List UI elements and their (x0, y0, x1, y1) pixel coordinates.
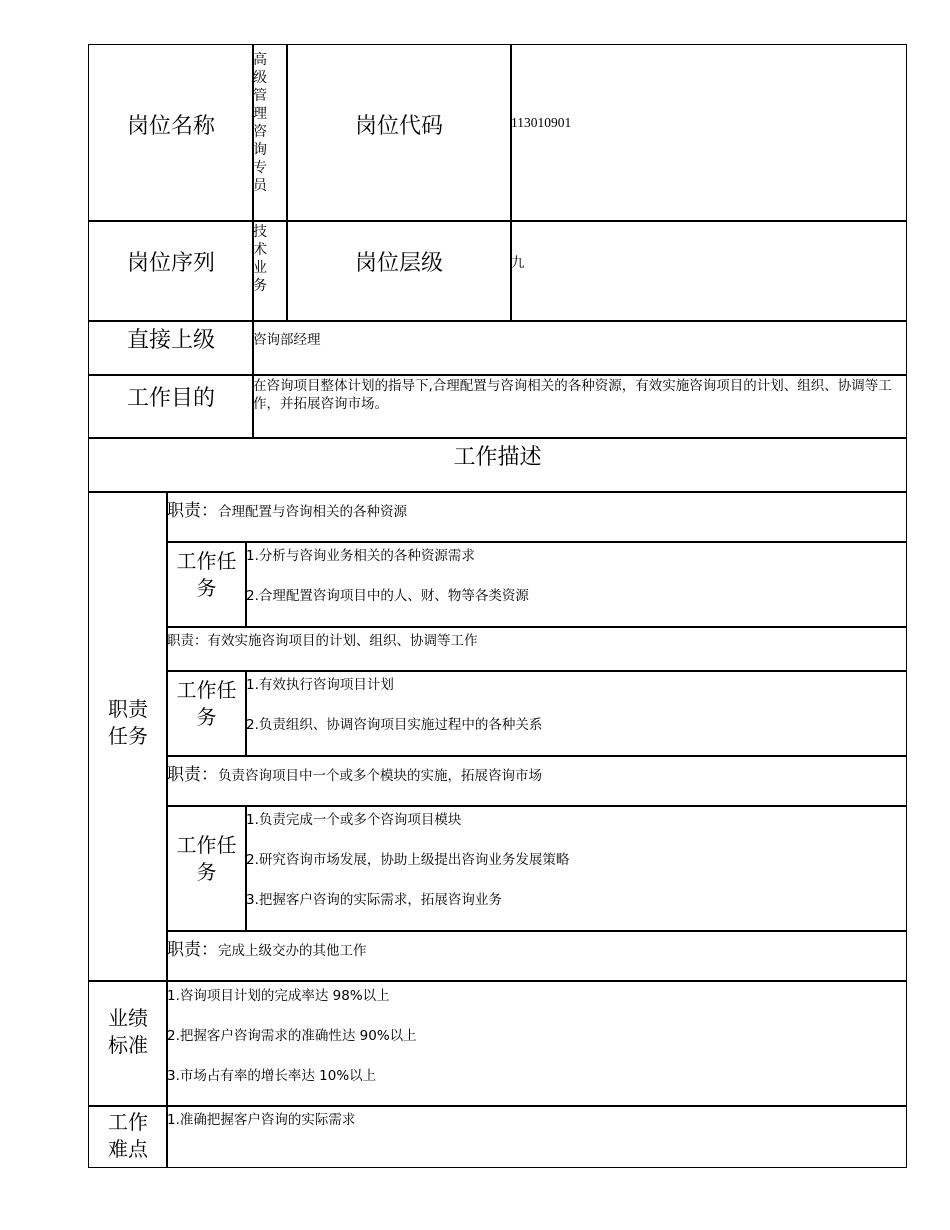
task-label: 工作任务 (176, 833, 237, 884)
position-series-value-cell (252, 220, 288, 322)
task-item: 2.负责组织、协调咨询项目实施过程中的各种关系 (246, 717, 543, 733)
difficulty-list-cell (166, 1105, 907, 1168)
task-item: 2.合理配置咨询项目中的人、财、物等各类资源 (246, 588, 529, 604)
position-code-label-cell (286, 44, 512, 222)
duty-3-row (166, 755, 907, 807)
position-name-label: 岗位名称 (126, 114, 215, 139)
description-title-cell (88, 437, 907, 493)
position-code-value: 113010901 (511, 115, 572, 130)
task-item: 1.负责完成一个或多个咨询项目模块 (246, 812, 462, 828)
superior-value-cell (252, 320, 907, 376)
position-level-value-cell (510, 220, 907, 322)
duty-3-description: 负责咨询项目中一个或多个模块的实施，拓展咨询市场 (218, 768, 542, 784)
duties-label: 职责任务 (108, 697, 148, 748)
superior-label: 直接上级 (126, 328, 215, 353)
duty-3-text (167, 760, 542, 785)
position-level-label-cell (286, 220, 512, 322)
purpose-label-cell (88, 374, 254, 439)
difficulty-item: 1.准确把握客户咨询的实际需求 (167, 1112, 356, 1128)
position-series-label-cell (88, 220, 254, 322)
task-label-cell (166, 805, 247, 932)
position-level-value: 九 (511, 255, 525, 271)
task-label: 工作任务 (176, 549, 237, 600)
position-series-label: 岗位序列 (126, 251, 215, 276)
position-code-value-cell (510, 44, 907, 222)
task-label: 工作任务 (176, 678, 237, 729)
performance-label-cell (88, 980, 168, 1107)
duty-4-row (166, 930, 907, 982)
description-title: 工作描述 (453, 445, 542, 470)
position-name-value-cell (252, 44, 288, 222)
performance-list-cell (166, 980, 907, 1107)
purpose-label: 工作目的 (126, 386, 215, 411)
task-list-cell (245, 541, 907, 628)
task-item: 1.分析与咨询业务相关的各种资源需求 (246, 548, 475, 564)
performance-label: 业绩标准 (108, 1006, 148, 1057)
duty-2-description: 有效实施咨询项目的计划、组织、协调等工作 (207, 633, 478, 649)
superior-label-cell (88, 320, 254, 376)
task-label-cell (166, 670, 247, 757)
duty-2-row (166, 626, 907, 672)
purpose-value: 在咨询项目整体计划的指导下,合理配置与咨询相关的各种资源，有效实施咨询项目的计划、组织、协调等工作，并拓展咨询市场。 (253, 378, 892, 412)
task-item: 1.有效执行咨询项目计划 (246, 677, 394, 693)
task-item: 3.把握客户咨询的实际需求，拓展咨询业务 (246, 892, 502, 908)
duty-1-row (166, 491, 907, 543)
duty-prefix: 职责： (167, 765, 218, 785)
task-item: 2.研究咨询市场发展，协助上级提出咨询业务发展策略 (246, 852, 570, 868)
superior-value: 咨询部经理 (253, 332, 321, 348)
duties-label-cell (88, 491, 168, 982)
performance-item: 3.市场占有率的增长率达 10%以上 (167, 1068, 377, 1084)
position-level-label: 岗位层级 (354, 251, 443, 276)
performance-item: 2.把握客户咨询需求的准确性达 90%以上 (167, 1028, 417, 1044)
position-name-value: 高级管理咨询专员 (253, 52, 267, 194)
duty-2-text (167, 629, 478, 649)
duty-4-text (167, 935, 367, 960)
position-series-value: 技术业务 (253, 224, 267, 294)
duty-4-description: 完成上级交办的其他工作 (218, 943, 367, 959)
difficulty-label: 工作难点 (108, 1110, 148, 1161)
difficulty-label-cell (88, 1105, 168, 1168)
task-list-cell (245, 805, 907, 932)
performance-item: 1.咨询项目计划的完成率达 98%以上 (167, 988, 390, 1004)
duty-prefix: 职责： (167, 633, 208, 649)
duty-prefix: 职责： (167, 940, 218, 960)
task-list-cell (245, 670, 907, 757)
duty-1-description: 合理配置与咨询相关的各种资源 (218, 504, 407, 520)
task-label-cell (166, 541, 247, 628)
position-name-label-cell (88, 44, 254, 222)
position-code-label: 岗位代码 (354, 114, 443, 139)
duty-1-text (167, 496, 407, 521)
purpose-value-cell (252, 374, 907, 439)
duty-prefix: 职责： (167, 501, 218, 521)
